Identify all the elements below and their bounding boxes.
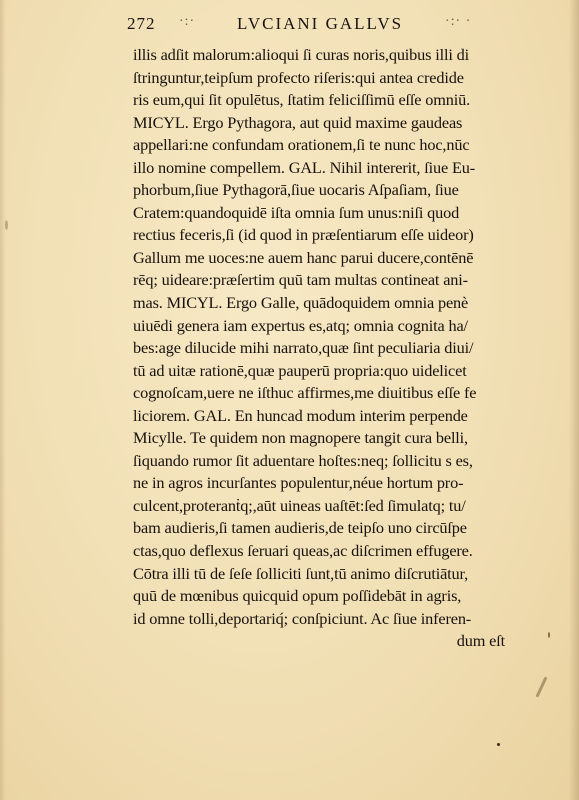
ink-speck <box>497 743 500 746</box>
text-line: MICYL. Ergo Pythagora, aut quid maxime gaudeas <box>133 112 463 132</box>
body-text <box>133 44 511 653</box>
text-line: Cratem:quandoquidē iſta omnia ſum unus:niſi quod <box>133 202 460 222</box>
text-line: ne in agros incurſantes populentur,néue hortum pro- <box>133 473 464 493</box>
text-line: ctas,quo deflexus ſeruari queas,ac diſcrimen effugere. <box>133 541 473 561</box>
text-line: appellari:ne confundam orationem,ſi te nunc hoc,nūc <box>133 135 470 155</box>
text-line: Cōtra illi tū de ſeſe ſolliciti ſunt,tū animo diſcrutiātur, <box>133 563 469 583</box>
catchword: dum eſt <box>456 631 505 651</box>
text-line: liciorem. GAL. En huncad modum interim perpende <box>133 405 468 425</box>
ink-speck <box>5 220 8 230</box>
text-line: illis adſit malorum:alioqui ſi curas noris,quibus illi di <box>133 45 470 64</box>
paper-stain <box>535 676 547 697</box>
text-line: tū ad uitæ rationē,quæ pauperū propria:quo uidelicet <box>133 360 467 380</box>
ink-speck <box>548 632 550 638</box>
running-title: LVCIANI GALLVS <box>237 14 404 33</box>
ornament-mark: ·:· · <box>445 14 472 29</box>
text-line: culcent,proteranṫq;,aūt uineas uaſtēt:ſed ſimulatq; tu/ <box>133 495 466 515</box>
text-line: bam audieris,ſi tamen audieris,de teipſo uno circūſpe <box>133 518 467 538</box>
text-line: ſiquando rumor ſit aduentare hoſtes:neq; ſollicitu s es, <box>133 450 473 470</box>
page-number: 272 <box>127 14 156 33</box>
text-line: Micylle. Te quidem non magnopere tangit cura belli, <box>133 428 468 448</box>
text-line: uiuēdi genera iam expertus es,atq; omnia cognita ha/ <box>133 315 468 335</box>
text-line: cognoſcam,uere ne iſthuc affirmes,me diuitibus eſſe fe <box>133 383 477 403</box>
page-edge-shadow <box>569 0 579 800</box>
text-line: phorbum,ſiue Pythagorā,ſiue uocaris Aſpaſiam, ſiue <box>133 180 459 200</box>
text-line: rectius feceris,ſi (id quod in præſentiarum eſſe uideor) <box>133 225 474 245</box>
text-line: Gallum me uoces:ne auem hanc parui ducere,contēnē <box>133 247 474 267</box>
ornament-mark: ·:· <box>179 14 196 29</box>
page-header <box>127 14 517 38</box>
text-line: bes:age dilucide mihi narrato,quæ ſint peculiaria diui/ <box>133 338 474 358</box>
page-gutter-shadow <box>0 0 6 800</box>
text-line: illo nomine compellem. GAL. Nihil intererit, ſiue Eu- <box>133 157 476 177</box>
text-line: id omne tolli,deportariq́; conſpiciunt. Ac ſiue inferen- <box>133 608 472 628</box>
text-line: mas. MICYL. Ergo Galle, quādoquidem omnia penè <box>133 293 469 313</box>
text-line: ſtringuntur,teipſum profecto riſeris:qui antea credide <box>133 67 464 87</box>
text-line: rēq; uideare:præſertim quū tam multas contineat ani- <box>133 270 468 290</box>
text-line: ris eum,qui ſit opulētus, ſtatim feliciſſimū eſſe omniū. <box>133 90 471 110</box>
text-line: quū de mœnibus quicquid opum poſſidebāt in agris, <box>133 586 462 606</box>
